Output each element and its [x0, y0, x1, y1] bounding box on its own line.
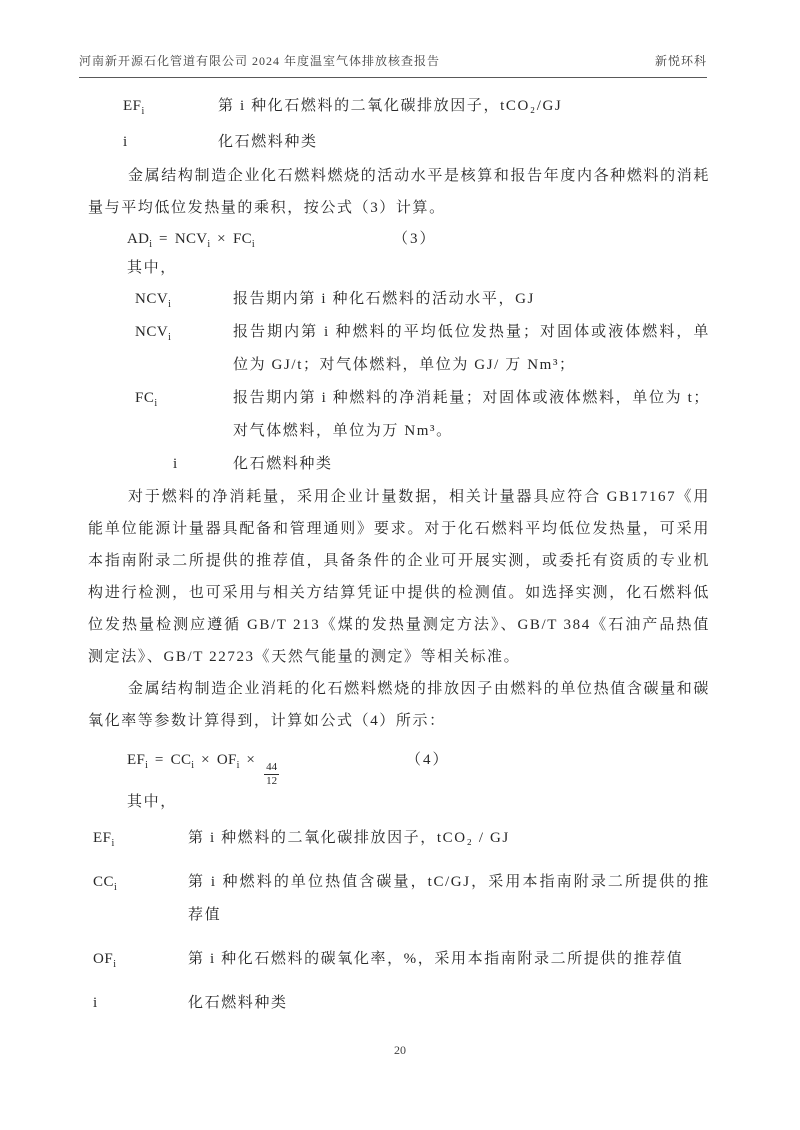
symbol-base: i	[173, 456, 178, 472]
header-org-name: 新悦环科	[654, 54, 707, 68]
symbol-base: FC	[135, 390, 155, 406]
symbol-base: EF	[93, 830, 112, 847]
symbol-base: NCV	[135, 291, 169, 307]
symbol-subscript: i	[154, 398, 158, 409]
symbol-subscript: i	[114, 882, 117, 894]
definition-list-a	[88, 88, 710, 160]
multiply-sign: ×	[201, 752, 210, 768]
formula-3-expression	[127, 231, 255, 250]
fraction-44-over-12	[264, 761, 279, 787]
page-number: 20	[394, 1043, 406, 1057]
formula-term: AD	[127, 231, 150, 247]
definition-text: 第 i 种化石燃料的二氧化碳排放因子，tCO₂/GJ	[218, 98, 563, 114]
paragraph-activity-level: 金属结构制造企业化石燃料燃烧的活动水平是核算和报告年度内各种燃料的消耗量与平均低位发热量的乘积，按公式（3）计算。	[88, 168, 710, 216]
symbol-subscript: i	[113, 959, 116, 971]
symbol-subscript: i	[168, 299, 171, 310]
definition-text: 化石燃料种类	[188, 995, 288, 1012]
among-label-2: 其中，	[127, 794, 177, 811]
symbol-ncv	[135, 283, 233, 316]
symbol-base: OF	[93, 951, 114, 968]
symbol-ef	[93, 822, 188, 855]
definition-list-c	[88, 822, 710, 1020]
formula-term: FC	[232, 231, 252, 247]
formula-subscript: i	[149, 239, 153, 250]
symbol-base: i	[123, 134, 128, 150]
definition-row-ef	[88, 822, 710, 855]
paragraph-emission-factor: 金属结构制造企业消耗的化石燃料燃烧的排放因子由燃料的单位热值含碳量和碳氧化率等参数计算得到，计算如公式（4）所示：	[88, 681, 710, 729]
symbol-subscript: i	[168, 332, 171, 343]
formula-term: NCV	[174, 231, 208, 247]
multiply-sign: ×	[246, 752, 256, 768]
among-label-1: 其中，	[127, 260, 177, 276]
symbol-fc	[135, 382, 233, 415]
definition-text: 报告期内第 i 种燃料的净消耗量；对固体或液体燃料，单位为 t；对气体燃料，单位为万 Nm³。	[233, 390, 710, 439]
definition-text: 第 i 种燃料的单位热值含碳量，tC/GJ，采用本指南附录二所提供的推荐值	[188, 874, 710, 924]
definition-row-i	[88, 987, 710, 1020]
page-body	[88, 88, 710, 1031]
formula-3	[88, 225, 710, 253]
definition-text: 第 i 种化石燃料的碳氧化率，%，采用本指南附录二所提供的推荐值	[188, 951, 684, 968]
definition-text: 报告期内第 i 种燃料的平均低位发热量；对固体或液体燃料，单位为 GJ/t；对气体燃料，单位为 GJ/ 万 Nm³；	[233, 324, 710, 373]
definition-text: 化石燃料种类	[233, 456, 333, 472]
symbol-subscript: i	[141, 106, 145, 117]
formula-3-number: （3）	[393, 231, 437, 247]
fraction-numerator: 44	[266, 761, 278, 773]
definition-text: 报告期内第 i 种化石燃料的活动水平，GJ	[233, 291, 535, 307]
formula-subscript: i	[236, 760, 240, 771]
symbol-base: NCV	[135, 324, 169, 340]
definition-row-i	[88, 448, 710, 481]
page-header	[79, 52, 707, 78]
formula-subscript: i	[207, 239, 211, 250]
formula-subscript: i	[145, 760, 148, 771]
symbol-ef	[123, 88, 218, 124]
formula-term: CC	[170, 752, 192, 768]
definition-row-i	[88, 124, 710, 160]
equals-sign: =	[159, 231, 168, 247]
symbol-i	[123, 124, 218, 160]
definition-row-cc	[88, 866, 710, 932]
equals-sign: =	[154, 752, 164, 768]
symbol-of	[93, 943, 188, 976]
definition-row-ncv-heating-value	[88, 316, 710, 382]
formula-term: OF	[216, 752, 237, 768]
fraction-denominator: 12	[266, 774, 278, 787]
definition-text: 化石燃料种类	[218, 134, 318, 150]
symbol-base: EF	[123, 98, 142, 114]
formula-4-expression	[127, 752, 279, 787]
symbol-cc	[93, 866, 188, 899]
definition-row-ef	[88, 88, 710, 124]
header-report-title: 河南新开源石化管道有限公司 2024 年度温室气体排放核查报告	[79, 54, 441, 68]
multiply-sign: ×	[217, 231, 226, 247]
formula-subscript: i	[251, 239, 255, 250]
definition-row-of	[88, 943, 710, 976]
symbol-base: CC	[93, 874, 115, 891]
symbol-i	[173, 448, 233, 481]
definition-row-ncv-activity	[88, 283, 710, 316]
formula-4-number: （4）	[406, 752, 450, 768]
definition-row-fc	[88, 382, 710, 448]
symbol-ncv	[135, 316, 233, 349]
symbol-subscript: i	[111, 838, 115, 850]
formula-subscript: i	[191, 760, 195, 771]
paragraph-measurement-standards: 对于燃料的净消耗量，采用企业计量数据，相关计量器具应符合 GB17167《用能单位能源计量器具配备和管理通则》要求。对于化石燃料平均低位发热量，可采用本指南附录二所提供的推荐值，具备条件的企业可开展实测，或委托有资质的专业机构进行检测，也可采用与相关方结算凭证中提供的检测值。如选择实测，化石燃料低位发热量检测应遵循 GB/T 213《煤的发热量测定方法》、GB/T 384《石油产品热值测定法》、GB/T 22723《天然气能量的测定》等相关标准。	[88, 489, 710, 665]
formula-term: EF	[127, 752, 146, 768]
definition-list-b	[88, 283, 710, 481]
page-footer	[0, 1043, 800, 1058]
symbol-base: i	[93, 995, 98, 1012]
formula-4	[88, 738, 710, 787]
symbol-i	[93, 987, 188, 1020]
definition-text: 第 i 种燃料的二氧化碳排放因子，tCO₂ / GJ	[188, 830, 510, 847]
